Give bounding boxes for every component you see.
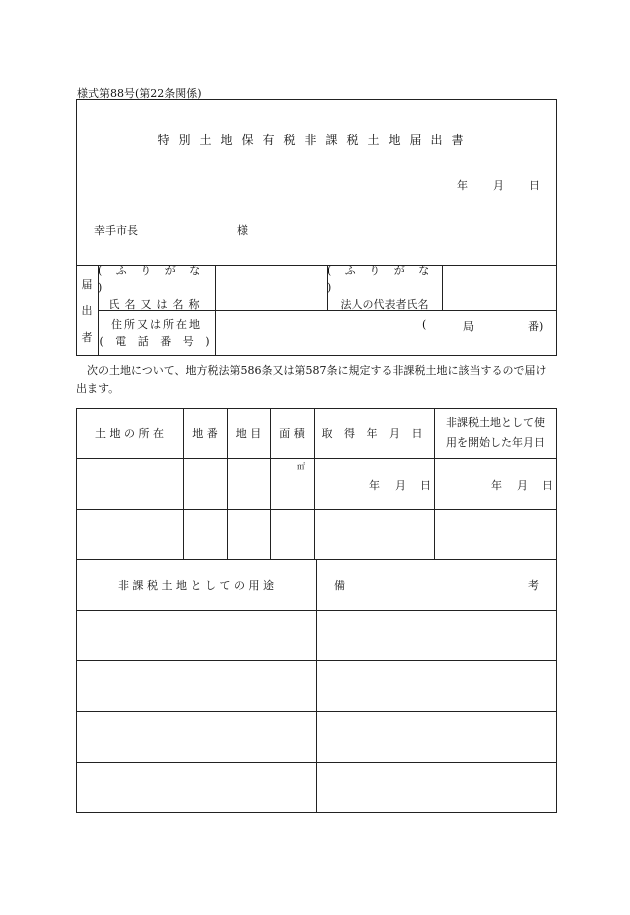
rep-label-cell — [327, 265, 442, 310]
area-unit: ㎡ — [297, 462, 305, 471]
acq-day: 日 — [420, 479, 431, 492]
name-label: 氏名又は名称 — [108, 298, 205, 311]
phone-office: 局 — [463, 320, 474, 333]
header-lot-number: 地 番 — [192, 427, 218, 440]
header-remarks-right: 考 — [528, 579, 539, 592]
addressee-mayor: 幸手市長 — [94, 224, 138, 237]
date-month: 月 — [493, 179, 504, 192]
address-label-cell — [98, 310, 215, 356]
phone-open: ( — [422, 318, 427, 331]
form-title: 特別土地保有税非課税土地届出書 — [157, 133, 473, 147]
header-land-category: 地 目 — [235, 427, 262, 440]
header-location: 土 地 の 所 在 — [95, 427, 164, 440]
side-label-1: 届 — [81, 278, 93, 292]
phone-label: ( 電 話 番 号 ) — [99, 335, 214, 348]
name-field[interactable] — [215, 265, 327, 310]
use-day: 日 — [542, 479, 553, 492]
header-acquisition-date: 取 得 年 月 日 — [321, 427, 427, 440]
header-remarks-left: 備 — [334, 579, 345, 592]
rep-furigana: ( ふ り が な ) — [327, 264, 435, 294]
header-purpose: 非 課 税 土 地 と し て の 用 途 — [118, 578, 274, 592]
acq-month: 月 — [395, 479, 406, 492]
rep-label: 法人の代表者氏名 — [340, 298, 429, 311]
side-label-3: 者 — [81, 330, 93, 344]
address-label: 住所又は所在地 — [111, 318, 202, 331]
rep-field[interactable] — [442, 265, 557, 310]
form-number: 様式第88号(第22条関係) — [77, 87, 202, 100]
name-label-cell — [98, 265, 215, 310]
use-year: 年 — [491, 479, 502, 492]
phone-number: 番) — [528, 320, 544, 333]
date-year: 年 — [457, 179, 468, 192]
address-field[interactable] — [215, 310, 557, 356]
addressee-honorific: 様 — [237, 224, 248, 237]
applicant-side-label — [76, 265, 98, 356]
statement-text: 次の土地について、地方税法第586条又は第587条に規定する非課税土地に該当するので届け出ます。 — [76, 364, 547, 395]
header-use-start-line1: 非課税土地として使 — [446, 416, 545, 429]
use-month: 月 — [517, 479, 528, 492]
header-area: 面 積 — [279, 427, 305, 440]
name-furigana: ( ふ り が な ) — [98, 264, 206, 294]
acq-year: 年 — [369, 479, 380, 492]
date-day: 日 — [529, 179, 540, 192]
side-label-2: 出 — [81, 304, 93, 318]
header-use-start-date — [434, 408, 557, 458]
header-use-start-line2: 用を開始した年月日 — [446, 436, 545, 449]
